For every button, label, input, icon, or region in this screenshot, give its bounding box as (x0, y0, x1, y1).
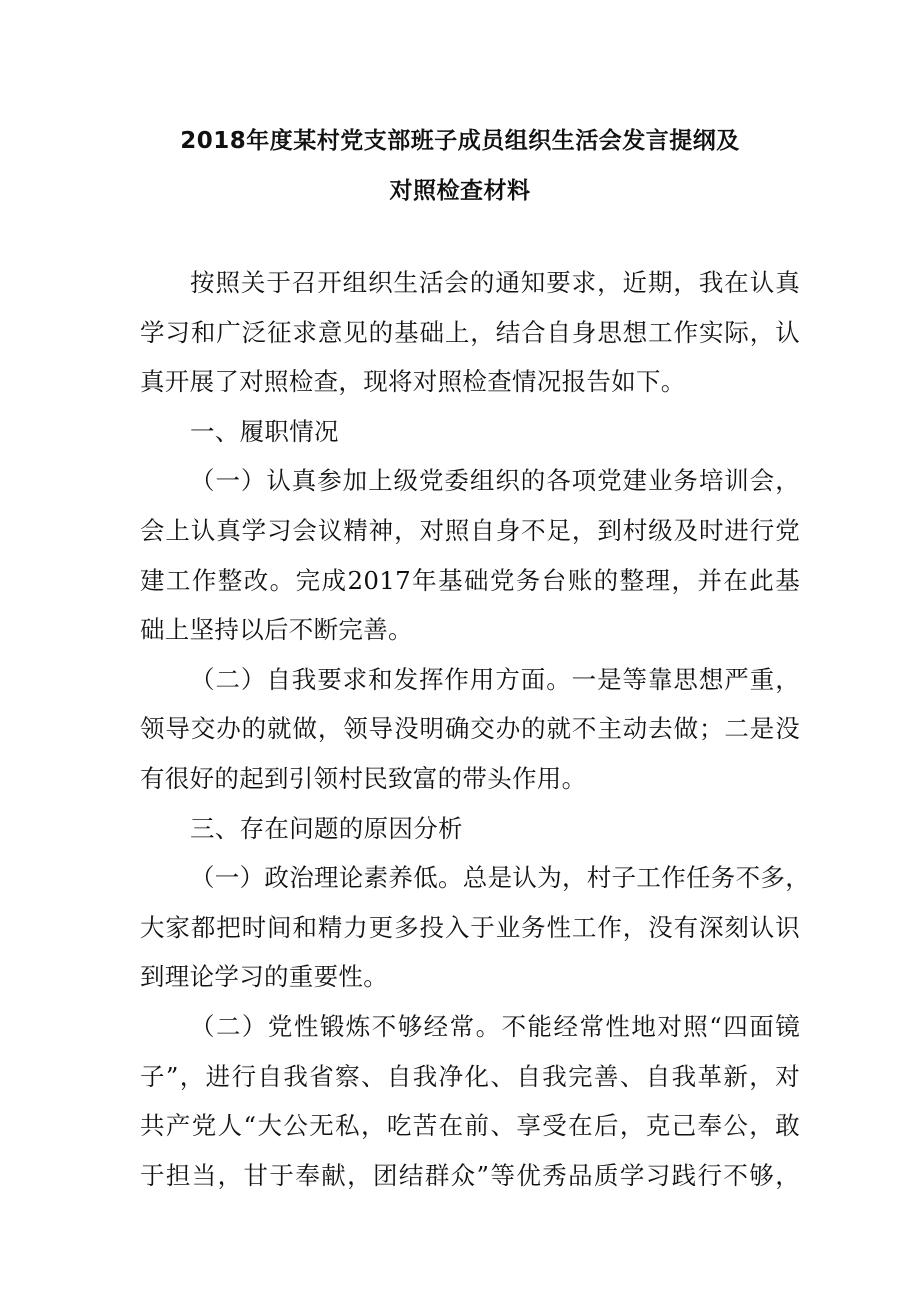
paragraph-line: 于担当，甘于奉献，团结群众”等优秀品质学习践行不够， (140, 1160, 800, 1190)
paragraph-line: （二）党性锻炼不够经常。不能经常性地对照“四面镜 (190, 1011, 800, 1041)
paragraph-line: 会上认真学习会议精神，对照自身不足，到村级及时进行党 (140, 515, 800, 545)
paragraph-line: 有很好的起到引领村民致富的带头作用。 (140, 763, 587, 793)
section-heading: 三、存在问题的原因分析 (190, 813, 463, 843)
paragraph-line: 领导交办的就做，领导没明确交办的就不主动去做；二是没 (140, 714, 800, 744)
section-heading: 一、履职情况 (190, 416, 339, 446)
paragraph-line: 学习和广泛征求意见的基础上，结合自身思想工作实际，认 (140, 317, 800, 347)
paragraph-line: 子”，进行自我省察、自我净化、自我完善、自我革新，对 (140, 1061, 800, 1091)
document-title-line-1: 2018年度某村党支部班子成员组织生活会发言提纲及 (180, 128, 740, 154)
paragraph-line: （一）认真参加上级党委组织的各项党建业务培训会， (190, 466, 800, 496)
document-title-line-2: 对照检查材料 (389, 178, 531, 204)
paragraph-line: 共产党人“大公无私，吃苦在前、享受在后，克己奉公，敢 (140, 1111, 800, 1141)
paragraph-line: 按照关于召开组织生活会的通知要求，近期，我在认真 (190, 268, 800, 297)
paragraph-line: 础上坚持以后不断完善。 (140, 615, 413, 645)
document-body (140, 258, 810, 1200)
paragraph-line: 建工作整改。完成2017年基础党务台账的整理，并在此基 (140, 565, 800, 595)
paragraph-line: 到理论学习的重要性。 (140, 962, 388, 992)
paragraph-line: 大家都把时间和精力更多投入于业务性工作，没有深刻认识 (140, 912, 800, 942)
paragraph-line: （二）自我要求和发挥作用方面。一是等靠思想严重， (190, 664, 800, 694)
paragraph-line: 真开展了对照检查，现将对照检查情况报告如下。 (140, 367, 686, 397)
paragraph-line: （一）政治理论素养低。总是认为，村子工作任务不多， (190, 863, 810, 893)
